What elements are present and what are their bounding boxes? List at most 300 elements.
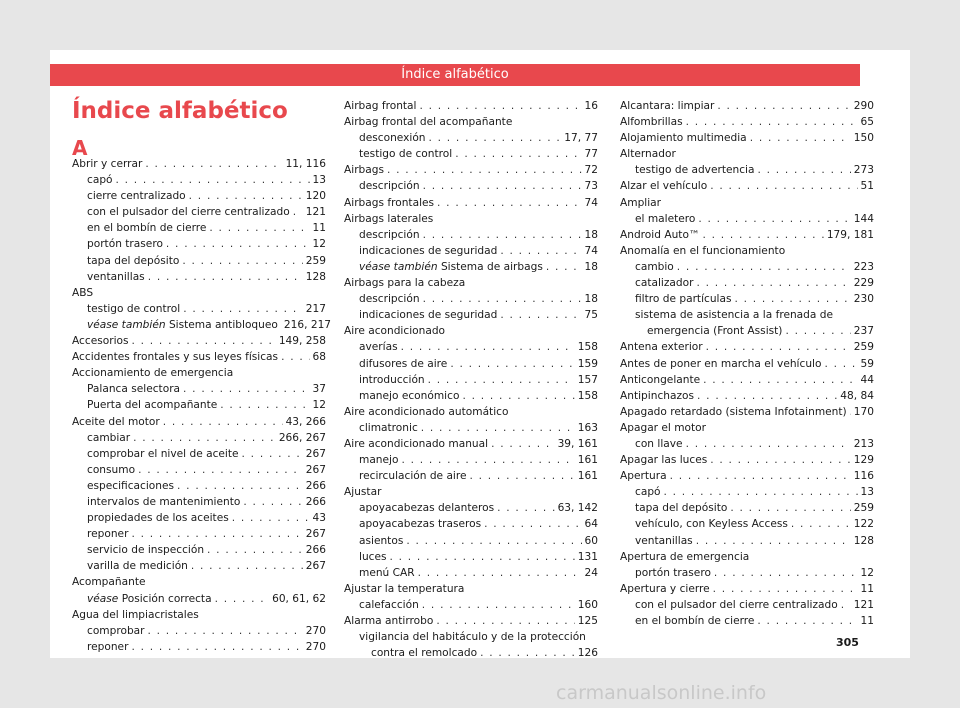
index-entry [344,516,598,532]
index-entry [72,462,326,478]
index-entry [620,307,874,323]
index-entry-term: introducción [359,373,425,386]
index-entry-pages: 73 [584,180,598,193]
index-entry-pages: 43 [312,512,326,525]
index-entry [620,468,874,484]
index-entry-pages: 266 [305,544,326,557]
index-entry-pages: 18 [584,260,598,273]
index-entry-term: intervalos de mantenimiento [87,495,241,508]
leader-dots [500,243,581,259]
index-entry-term: Antes de poner en marcha el vehículo [620,357,822,370]
index-entry [72,478,326,494]
index-entry-pages: 267 [305,463,326,476]
index-entry [72,317,332,333]
index-entry [72,414,326,430]
leader-dots [148,269,303,285]
index-entry-term: Acompañante [72,576,146,589]
index-entry-term: luces [359,550,387,563]
index-entry-pages: 48, 84 [840,389,874,402]
index-entry [344,452,598,468]
leader-dots [418,565,582,581]
index-entry-pages: 273 [853,164,874,177]
leader-dots [189,188,303,204]
index-entry-term: indicaciones de seguridad [359,244,498,257]
leader-dots [387,162,582,178]
index-entry [344,307,598,323]
index-entry-term: filtro de partículas [635,293,732,306]
leader-dots [232,510,310,526]
see-also-label: véase también [359,260,438,273]
leader-dots [757,162,850,178]
index-entry-term: Apagar el motor [620,421,707,434]
leader-dots [491,436,554,452]
index-entry [620,549,874,565]
index-entry [344,339,598,355]
see-also-label: véase también [87,318,166,331]
index-entry-term: Alzar el vehículo [620,180,708,193]
index-entry [620,356,874,372]
index-entry-term: Apagado retardado (sistema Infotainment) [620,405,847,418]
index-entry-pages: 24 [584,566,598,579]
index-entry-term: vehículo, con Keyless Access [635,518,788,531]
index-entry [344,227,598,243]
leader-dots [500,307,581,323]
index-entry-term: averías [359,341,398,354]
index-entry-term: Apertura [620,470,667,483]
index-entry-pages: 77 [584,148,598,161]
index-entry-pages: 267 [305,560,326,573]
index-entry-term: Puerta del acompañante [87,399,218,412]
index-entry-term: manejo económico [359,389,460,402]
index-entry-term: tapa del depósito [87,254,180,267]
index-entry [620,114,874,130]
index-entry-term: varilla de medición [87,560,188,573]
index-entry-term: Abrir y cerrar [72,158,143,170]
leader-dots [462,388,574,404]
index-entry [72,446,326,462]
index-entry-term: Anomalía en el funcionamiento [620,244,786,257]
index-entry-term: calefacción [359,598,419,611]
leader-dots [735,291,851,307]
index-entry [72,607,326,623]
index-column-2 [344,98,598,661]
index-entry-pages: 150 [853,132,874,145]
index-entry-pages: 18 [584,293,598,306]
index-entry [72,269,326,285]
index-entry-pages: 122 [853,518,874,531]
index-entry-pages: 39, 161 [557,437,598,450]
index-entry [344,178,598,194]
leader-dots [191,558,303,574]
index-entry-term [359,259,543,275]
leader-dots [428,372,575,388]
index-entry-pages: 18 [584,228,598,241]
index-entry [344,500,598,516]
index-entry [620,533,874,549]
index-entry-pages: 12 [860,566,874,579]
index-entry [344,356,598,372]
index-entry [72,542,326,558]
index-entry [620,597,874,613]
index-entry-term: servicio de inspección [87,544,205,557]
page-number: 305 [836,636,859,649]
see-also-label: véase [87,592,119,605]
leader-dots [281,349,309,365]
index-entry-pages: 270 [305,640,326,653]
index-entry-pages: 161 [577,454,598,467]
leader-dots [546,259,582,275]
index-entry [620,404,874,420]
index-entry-pages: 267 [305,447,326,460]
leader-dots [710,178,857,194]
index-entry-pages: 75 [584,309,598,322]
index-entry-term: Ajustar la temperatura [344,582,465,595]
index-entry-pages: 159 [577,357,598,370]
leader-dots [677,259,851,275]
page-title: Índice alfabético [72,98,288,124]
leader-dots [429,130,562,146]
index-entry-term: catalizador [635,277,694,290]
index-entry [620,146,874,162]
index-entry-term: Airbag frontal del acompañante [344,116,513,129]
index-entry-term: Alfombrillas [620,116,683,129]
leader-dots [450,356,574,372]
index-entry [72,526,326,542]
leader-dots [697,388,837,404]
index-entry [72,365,326,381]
index-entry [72,397,326,413]
index-entry-term [87,317,278,333]
index-entry [344,645,598,661]
leader-dots [116,172,310,188]
index-entry-term: apoyacabezas delanteros [359,502,495,515]
index-entry [344,259,598,275]
leader-dots [824,356,857,372]
leader-dots [686,436,851,452]
index-entry-pages: 12 [312,399,326,412]
index-entry-pages: 60, 61, 62 [272,592,326,605]
leader-dots [703,227,824,243]
index-entry [620,291,874,307]
leader-dots [177,478,303,494]
index-entry-pages: 11 [312,222,326,235]
leader-dots [243,494,302,510]
index-entry [344,436,598,452]
leader-dots [791,516,851,532]
index-entry-pages: 129 [853,454,874,467]
index-entry [620,243,874,259]
index-entry [344,629,598,645]
index-entry [620,436,874,452]
leader-dots [710,452,851,468]
leader-dots [145,156,282,172]
index-entry [620,339,874,355]
index-entry-term: manejo [359,454,399,467]
index-entry-term: tapa del depósito [635,502,728,515]
index-entry [344,291,598,307]
index-entry-term: Alternador [620,148,676,161]
index-entry-term: testigo de advertencia [635,164,755,177]
index-entry-pages: 125 [577,615,598,627]
index-entry-term: el maletero [635,212,696,225]
index-entry [72,172,326,188]
leader-dots [436,613,574,629]
index-entry-term: ventanillas [635,534,693,547]
index-entry-term: ventanillas [87,270,145,283]
index-entry [620,162,874,178]
index-entry-term: Airbags [344,164,385,177]
leader-dots [714,565,858,581]
index-entry-pages: 74 [584,196,598,209]
leader-dots [730,500,850,516]
index-entry [620,178,874,194]
index-entry [620,211,874,227]
index-entry [344,146,598,162]
leader-dots [148,623,303,639]
index-entry-term: Airbags laterales [344,212,434,225]
index-entry-term: indicaciones de seguridad [359,309,498,322]
index-entry [344,372,598,388]
page-header-bar: Índice alfabético [50,64,860,86]
leader-dots [133,430,276,446]
index-entry-term: comprobar [87,624,145,637]
index-entry [620,565,874,581]
index-entry-term: descripción [359,180,420,193]
leader-dots [480,645,575,661]
index-entry [620,484,874,500]
index-entry-pages: 121 [853,598,874,611]
index-entry-pages: 259 [853,341,874,354]
index-entry-pages: 43, 266 [285,415,326,428]
leader-dots [132,333,276,349]
leader-dots [390,549,575,565]
index-column-1 [72,156,332,655]
index-entry-term: consumo [87,463,136,476]
leader-dots [207,542,303,558]
index-entry [72,220,326,236]
leader-dots [183,381,309,397]
leader-dots [850,404,851,420]
leader-dots [785,323,850,339]
leader-dots [406,533,581,549]
index-entry-term: Antipinchazos [620,389,695,402]
index-entry [620,581,874,597]
index-entry [344,130,598,146]
index-entry [344,388,598,404]
index-entry-term: Airbags frontales [344,196,435,209]
index-entry-pages: 12 [312,238,326,251]
index-entry-pages: 163 [577,421,598,434]
index-entry-pages: 51 [860,180,874,193]
index-entry [344,323,598,339]
index-entry-term: recirculación de aire [359,470,467,483]
leader-dots [422,597,575,613]
index-entry-term: sistema de asistencia a la frenada de [635,309,833,322]
index-entry [620,130,874,146]
index-entry-pages: 16 [584,100,598,112]
index-entry [72,301,326,317]
index-entry-pages: 161 [577,470,598,483]
index-entry-term: climatronic [359,421,418,434]
index-entry-term: Airbags para la cabeza [344,277,466,290]
index-entry-term: testigo de control [359,148,453,161]
leader-dots [698,211,850,227]
index-entry-term: Ampliar [620,196,662,209]
index-entry-pages: 270 [305,624,326,637]
leader-dots [420,98,582,114]
index-entry [72,349,326,365]
index-entry-pages: 11 [860,615,874,627]
index-entry-pages: 72 [584,164,598,177]
leader-dots [242,446,303,462]
index-entry-term: reponer [87,640,129,653]
section-letter: A [72,136,88,160]
leader-dots [401,339,575,355]
index-entry-term: cambio [635,260,674,273]
index-entry-term: Alcantara: limpiar [620,100,715,112]
index-entry [72,574,326,590]
leader-dots [423,291,582,307]
index-entry-pages: 128 [853,534,874,547]
index-entry-term-text: Sistema de airbags [440,260,543,273]
index-entry [344,613,598,629]
index-entry-term: Aire acondicionado manual [344,437,489,450]
leader-dots [713,581,858,597]
index-entry [620,259,874,275]
index-entry-term: portón trasero [635,566,711,579]
leader-dots [423,227,582,243]
index-entry-term: cambiar [87,431,131,444]
leader-dots [138,462,303,478]
leader-dots [670,468,851,484]
index-entry-pages: 63, 142 [557,502,598,515]
index-entry [344,114,598,130]
index-entry-pages: 65 [860,116,874,129]
index-entry-pages: 13 [312,174,326,187]
index-entry-term: portón trasero [87,238,163,251]
leader-dots [437,195,581,211]
index-entry-pages: 60 [584,534,598,547]
leader-dots [484,516,581,532]
index-entry-term: Palanca selectora [87,383,181,396]
index-entry [72,236,326,252]
index-entry-term: menú CAR [359,566,415,579]
index-entry [344,549,598,565]
index-entry [620,372,874,388]
watermark: carmanualsonline.info [556,682,767,704]
leader-dots [209,220,309,236]
index-entry [72,591,326,607]
index-entry-term: desconexión [359,132,426,145]
index-column-3 [620,98,874,629]
index-entry [72,253,326,269]
index-entry-pages: 229 [853,277,874,290]
index-entry [72,188,326,204]
leader-dots [423,178,582,194]
index-entry-pages: 11 [860,582,874,595]
index-entry-term: vigilancia del habitáculo y de la protección [359,631,586,644]
index-entry-pages: 37 [312,383,326,396]
index-entry-pages: 267 [305,528,326,541]
index-entry-term: difusores de aire [359,357,448,370]
index-entry-term: Aire acondicionado [344,325,446,338]
leader-dots [696,533,851,549]
index-entry [72,285,326,301]
leader-dots [293,204,303,220]
index-entry-pages: 121 [305,206,326,219]
index-entry [72,156,326,172]
index-entry-term: Alarma antirrobo [344,615,434,627]
index-entry-pages: 149, 258 [278,335,326,348]
leader-dots [841,597,851,613]
index-entry-term: propiedades de los aceites [87,512,229,525]
index-entry-term: con el pulsador del cierre centralizado [87,206,290,219]
index-entry-pages: 44 [860,373,874,386]
index-entry-term: Apertura de emergencia [620,550,750,563]
leader-dots [131,639,302,655]
leader-dots [696,275,850,291]
leader-dots [166,236,310,252]
index-entry-pages: 74 [584,244,598,257]
leader-dots [182,253,302,269]
index-entry [620,323,874,339]
index-entry-pages: 237 [853,325,874,338]
index-entry-term: asientos [359,534,404,547]
index-entry [72,204,326,220]
index-entry-term: comprobar el nivel de aceite [87,447,239,460]
index-entry-term: Accidentes frontales y sus leyes físicas [72,351,279,364]
index-entry-pages: 116 [853,470,874,483]
index-entry [344,275,598,291]
index-entry-term: Airbag frontal [344,100,417,112]
index-entry [344,420,598,436]
index-entry-pages: 158 [577,341,598,354]
index-entry-term: capó [635,486,661,499]
index-entry [620,195,874,211]
index-entry-term [87,591,212,607]
index-entry-term: capó [87,174,113,187]
index-entry-term: cierre centralizado [87,190,186,203]
index-entry [72,623,326,639]
index-entry-pages: 128 [305,270,326,283]
index-entry-pages: 59 [860,357,874,370]
index-entry [620,388,874,404]
index-entry-pages: 266 [305,495,326,508]
index-entry-pages: 170 [853,405,874,418]
index-entry [344,484,598,500]
index-entry-pages: 266, 267 [278,431,326,444]
index-entry [620,98,874,114]
index-entry-term: Antena exterior [620,341,703,354]
index-entry-term: con el pulsador del cierre centralizado [635,598,838,611]
index-entry-term: Aceite del motor [72,415,160,428]
index-entry [620,227,874,243]
index-entry [344,533,598,549]
index-entry [620,500,874,516]
index-entry-term: emergencia (Front Assist) [647,325,783,338]
index-entry [344,243,598,259]
index-entry [620,275,874,291]
leader-dots [401,452,574,468]
index-entry [344,581,598,597]
index-entry-pages: 259 [853,502,874,515]
index-entry-pages: 179, 181 [826,228,874,241]
index-entry [344,98,598,114]
leader-dots [163,414,283,430]
index-entry-pages: 126 [577,647,598,660]
index-entry [344,162,598,178]
index-entry-pages: 68 [312,351,326,364]
